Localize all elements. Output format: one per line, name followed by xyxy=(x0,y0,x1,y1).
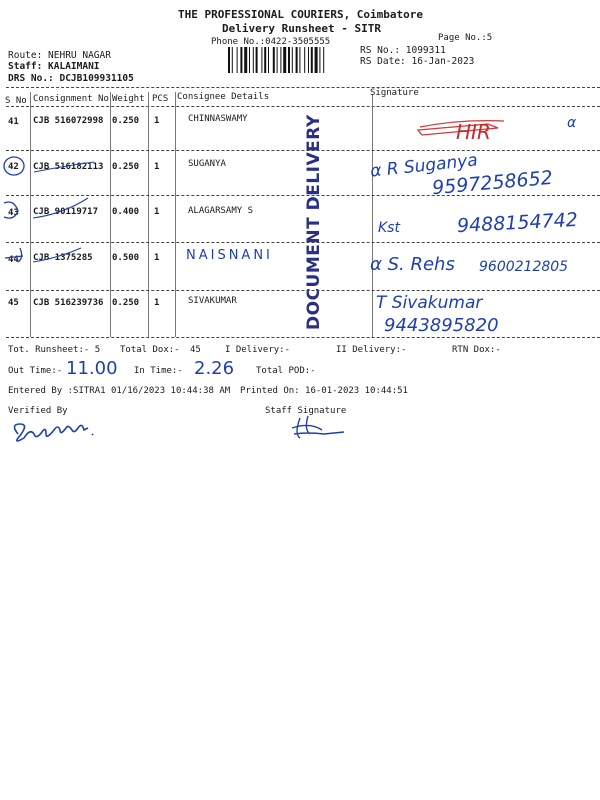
document-delivery-stamp: DOCUMENT DELIVERY xyxy=(304,114,324,330)
rs-date: RS Date: 16-Jan-2023 xyxy=(360,56,475,67)
staff-signature-label: Staff Signature xyxy=(265,406,347,416)
table-row-consignment: CJB 516239736 xyxy=(33,298,104,308)
table-row-sno: 42 xyxy=(8,162,19,172)
total-pod: Total POD:- xyxy=(256,366,316,376)
col-header-pcs: PCS xyxy=(152,94,169,104)
total-dox-label: Total Dox:- xyxy=(120,345,180,355)
table-row-sno: 45 xyxy=(8,298,19,308)
table-row-weight: 0.500 xyxy=(112,253,140,263)
table-row-weight: 0.250 xyxy=(112,298,140,308)
col-header-sno: S No xyxy=(5,96,27,106)
table-row-weight: 0.400 xyxy=(112,207,140,217)
verified-by-signature xyxy=(8,412,128,452)
signature-row-45: T Sivakumar xyxy=(376,293,483,313)
col-header-signature: Signature xyxy=(370,88,419,98)
drs-number: DRS No.: DCJB109931105 xyxy=(8,73,134,84)
phone-number: Phone No.:0422-3505555 xyxy=(211,37,331,47)
table-row-sno: 43 xyxy=(8,208,19,218)
table-row-consignee: ALAGARSAMY S xyxy=(188,206,254,216)
staff-name: Staff: KALAIMANI xyxy=(8,61,100,72)
out-time-label: Out Time:- xyxy=(8,366,63,376)
signature-row-44: α S. Rehs xyxy=(370,254,455,275)
table-row-consignee: SIVAKUMAR xyxy=(188,296,237,306)
signature-row-42: α R Suganya xyxy=(369,150,479,182)
company-name: THE PROFESSIONAL COURIERS, Coimbatore xyxy=(178,8,424,21)
entered-by: Entered By :SITRA1 01/16/2023 10:44:38 AM xyxy=(8,386,231,396)
table-row-consignment: CJB 1375285 xyxy=(33,253,93,263)
signature-row-43: Kst xyxy=(378,220,400,236)
col-header-consignment: Consignment No xyxy=(33,94,109,104)
rs-number: RS No.: 1099311 xyxy=(360,45,446,56)
verified-by-label: Verified By xyxy=(8,406,68,416)
phone-row-45: 9443895820 xyxy=(384,315,499,336)
table-row-weight: 0.250 xyxy=(112,116,140,126)
staff-signature xyxy=(288,412,358,442)
printed-on: Printed On: 16-01-2023 10:44:51 xyxy=(240,386,408,396)
i-delivery: I Delivery:- xyxy=(225,345,291,355)
table-row-consignment: CJB 90119717 xyxy=(33,207,99,217)
handwritten-name-row-44: NAISNANI xyxy=(186,248,273,263)
phone-row-43: 9488154742 xyxy=(456,208,579,238)
table-row-consignee: CHINNASWAMY xyxy=(188,114,248,124)
phone-row-42: 9597258652 xyxy=(431,166,554,200)
handwritten-note: HIR xyxy=(456,120,491,144)
handwritten-mark: α xyxy=(567,115,577,131)
table-row-consignment: CJB 516072998 xyxy=(33,116,104,126)
ii-delivery: II Delivery:- xyxy=(336,345,407,355)
table-row-pcs: 1 xyxy=(154,162,160,172)
table-row-pcs: 1 xyxy=(154,253,160,263)
col-header-consignee: Consignee Details xyxy=(177,92,270,102)
total-runsheet: Tot. Runsheet:- 5 xyxy=(8,345,101,355)
table-row-consignment: CJB 516182113 xyxy=(33,162,104,172)
route: Route: NEHRU NAGAR xyxy=(8,50,111,61)
table-row-sno: 44 xyxy=(8,255,19,265)
phone-row-44: 9600212805 xyxy=(479,259,569,275)
table-row-consignee: SUGANYA xyxy=(188,159,226,169)
table-row-pcs: 1 xyxy=(154,298,160,308)
total-dox-value: 45 xyxy=(190,345,201,355)
rtn-dox: RTN Dox:- xyxy=(452,345,501,355)
page-number: Page No.:5 xyxy=(438,33,493,43)
table-row-pcs: 1 xyxy=(154,207,160,217)
out-time-value: 11.00 xyxy=(66,358,118,379)
table-row-weight: 0.250 xyxy=(112,162,140,172)
table-row-sno: 41 xyxy=(8,117,19,127)
col-header-weight: Weight xyxy=(112,94,145,104)
in-time-label: In Time:- xyxy=(134,366,183,376)
table-row-pcs: 1 xyxy=(154,116,160,126)
document-title: Delivery Runsheet - SITR xyxy=(222,22,381,35)
in-time-value: 2.26 xyxy=(194,358,235,379)
